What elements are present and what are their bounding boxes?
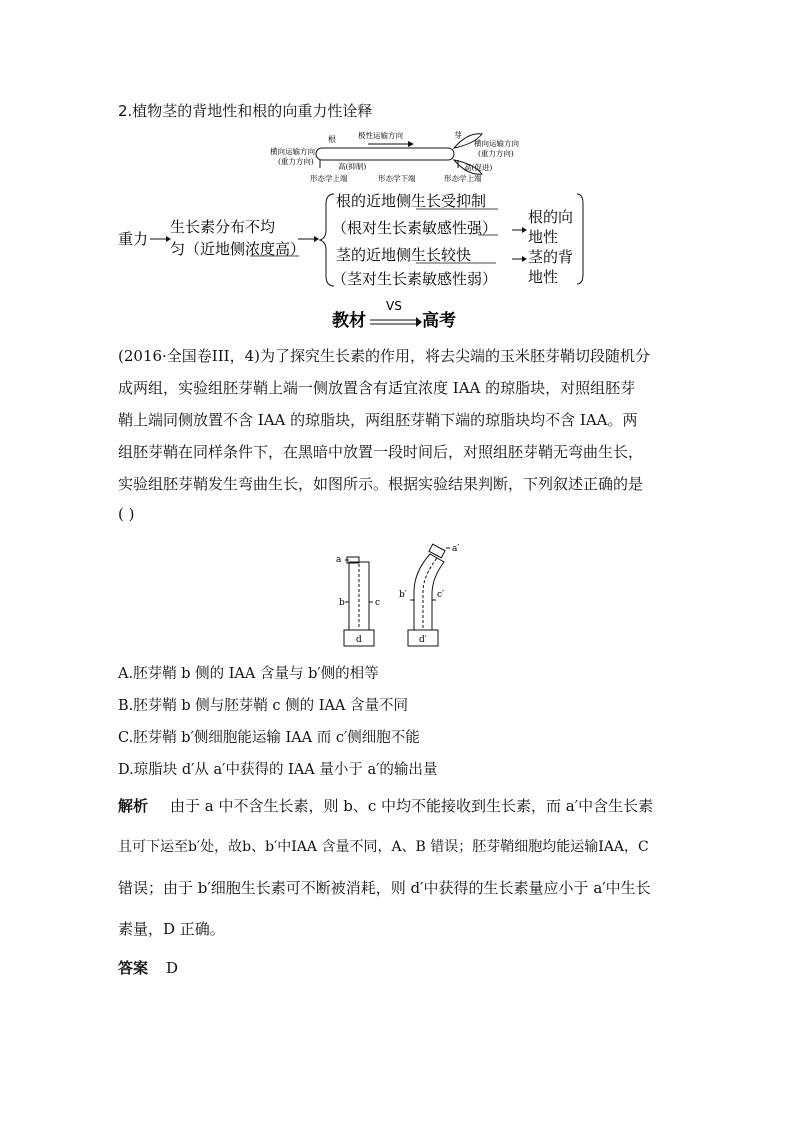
analysis-line: 由于 a 中不含生长素，则 b、c 中均不能接收到生长素，而 a′中含生长素 [170, 797, 654, 815]
polar-transport-label: 极性运输方向 [358, 131, 403, 140]
question-line: 组胚芽鞘在同样条件下，在黑暗中放置一段时间后，对照组胚芽鞘无弯曲生长， [118, 443, 644, 461]
answer-blank: ( ) [118, 505, 135, 523]
option-c: C.胚芽鞘 b′侧细胞能运输 IAA 而 c′侧细胞不能 [118, 730, 420, 746]
stem-shape [316, 148, 454, 160]
textbook-vs-exam-banner [332, 296, 472, 332]
stem-result-1: 茎的背 [528, 248, 574, 266]
high-inhibit-label: 高(抑制) [338, 162, 367, 171]
analysis-line: 素量，D 正确。 [118, 920, 225, 938]
analysis-label: 解析 [118, 797, 149, 815]
gravity-flow-diagram [116, 186, 596, 296]
label-c: c [375, 598, 381, 608]
root-result-2: 地性 [528, 228, 559, 246]
lateral-left-2: (重力方向) [278, 157, 314, 166]
auxin-line-2: 匀（近地侧浓度高） [170, 240, 306, 258]
banner-vs: VS [386, 299, 402, 313]
banner-right: 高考 [422, 311, 456, 331]
banner-left: 教材 [332, 311, 366, 331]
root-near-label: 根的近地侧生长受抑制 [336, 192, 487, 210]
analysis-line: 错误；由于 b′细胞生长素可不断被消耗，则 d′中获得的生长素量应小于 a′中生长 [118, 879, 651, 897]
section-heading: 2.植物茎的背地性和根的向重力性诠释 [118, 102, 373, 120]
root-label: 根 [328, 135, 336, 144]
option-a: A.胚芽鞘 b 侧的 IAA 含量与 b′侧的相等 [118, 666, 379, 682]
analysis-line: 且可下运至b′处，故b、b′中IAA 含量不同，A、B 错误；胚芽鞘细胞均能运输IAA，C [118, 839, 649, 855]
label-b-prime: b′ [399, 590, 407, 600]
question-line: (2016·全国卷III，4)为了探究生长素的作用，将去尖端的玉米胚芽鞘切段随机分 [118, 347, 650, 365]
question-line: 鞘上端同侧放置不含 IAA 的琼脂块，两组胚芽鞘下端的琼脂块均不含 IAA。两 [118, 411, 638, 429]
label-a-prime: a′ [452, 544, 460, 554]
answer-label: 答案 [118, 959, 149, 977]
morph-upper-right: 形态学上端 [444, 174, 482, 183]
stem-result-2: 地性 [528, 268, 559, 286]
option-d: D.琼脂块 d′从 a′中获得的 IAA 量小于 a′的输出量 [118, 762, 438, 778]
transport-diagram [268, 128, 528, 188]
analysis-first-line [118, 795, 653, 816]
option-b: B.胚芽鞘 b 侧与胚芽鞘 c 侧的 IAA 含量不同 [118, 698, 408, 714]
lateral-right-1: 横向运输方向 [474, 139, 519, 148]
auxin-line-1: 生长素分布不均 [170, 218, 276, 236]
stem-sensitivity: （茎对生长素敏感性弱） [332, 270, 498, 288]
lateral-right-2: (重力方向) [478, 149, 514, 158]
answer-row [118, 957, 178, 978]
agar-block-a-prime [429, 544, 445, 558]
morph-lower: 形态学下端 [378, 174, 416, 183]
label-d: d [356, 635, 362, 645]
question-line: 成两组，实验组胚芽鞘上端一侧放置含有适宜浓度 IAA 的琼脂块，对照组胚芽 [118, 379, 636, 397]
root-sensitivity: （根对生长素敏感性强） [332, 219, 498, 237]
label-c-prime: c′ [437, 590, 445, 600]
gravity-label: 重力 [118, 230, 149, 248]
bud-label: 芽 [454, 131, 462, 140]
question-line: 实验组胚芽鞘发生弯曲生长，如图所示。根据实验结果判断，下列叙述正确的是 [118, 475, 644, 493]
label-b: b [339, 598, 345, 608]
coleoptile-figure [326, 540, 476, 652]
answer-value: D [166, 959, 179, 977]
label-a: a [336, 555, 342, 565]
high-promote-label: 高(促进) [464, 163, 493, 172]
stem-near-label: 茎的近地侧生长较快 [336, 246, 472, 264]
lateral-left-1: 横向运输方向 [270, 147, 315, 156]
label-d-prime: d′ [419, 635, 427, 645]
morph-upper-left: 形态学上端 [310, 174, 348, 183]
root-result-1: 根的向 [528, 208, 574, 226]
